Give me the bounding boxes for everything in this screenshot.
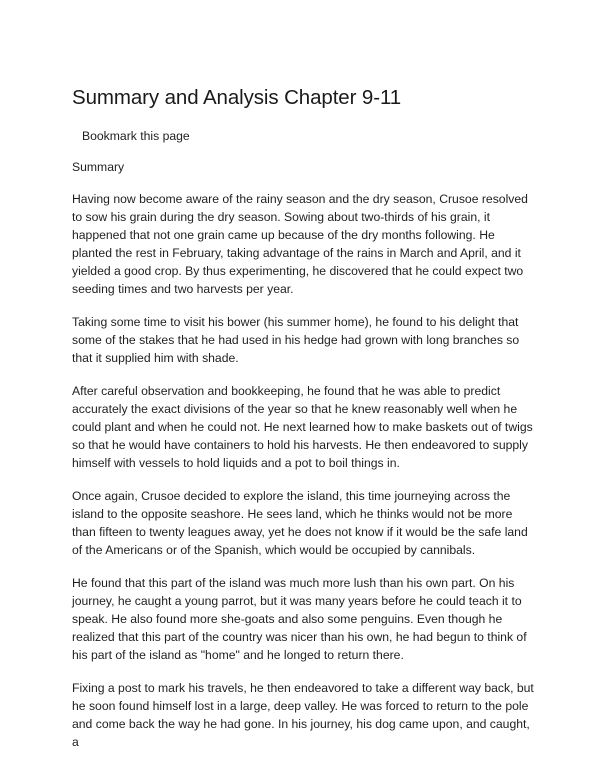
paragraph-6: Fixing a post to mark his travels, he then endeavored to take a different way back, but he soon found himself lost in a large, deep valley. He was forced to return to the pole and come back the way he had gone. In his journey, his dog came upon, and caught, a — [72, 681, 534, 749]
document-page — [72, 84, 534, 751]
page-title: Summary and Analysis Chapter 9-11 — [72, 86, 402, 109]
bookmark-link[interactable]: Bookmark this page — [82, 129, 190, 143]
paragraph-2: Taking some time to visit his bower (his summer home), he found to his delight that some of the stakes that he had used in his hedge had grown with long branches so that it supplied him with shade. — [72, 315, 520, 365]
paragraph-4: Once again, Crusoe decided to explore the island, this time journeying across the island to the opposite seashore. He sees land, which he thinks would not be more than fifteen to twenty leagues away, yet he does not know if it would be the safe land of the Americans or of the Spanish, which would be occupied by cannibals. — [72, 489, 528, 557]
section-heading: Summary — [72, 160, 125, 174]
paragraph-1: Having now become aware of the rainy season and the dry season, Crusoe resolved to sow his grain during the dry season. Sowing about two-thirds of his grain, it happened that not one grain came up because of the dry months following. He planted the rest in February, taking advantage of the rains in March and April, and it yielded a good crop. By thus experimenting, he discovered that he could expect two seeding times and two harvests per year. — [72, 192, 528, 296]
paragraph-3: After careful observation and bookkeeping, he found that he was able to predict accurately the exact divisions of the year so that he knew reasonably well when he could plant and when he could not. He next learned how to make baskets out of twigs so that he would have containers to hold his harvests. He then endeavored to supply himself with vessels to hold liquids and a pot to boil things in. — [72, 384, 533, 470]
paragraph-5: He found that this part of the island was much more lush than his own part. On his journey, he caught a young parrot, but it was many years before he could teach it to speak. He also found more she-goats and also some penguins. Even though he realized that this part of the country was nicer than his own, he had begun to think of his part of the island as "home" and he longed to return there. — [72, 576, 527, 662]
